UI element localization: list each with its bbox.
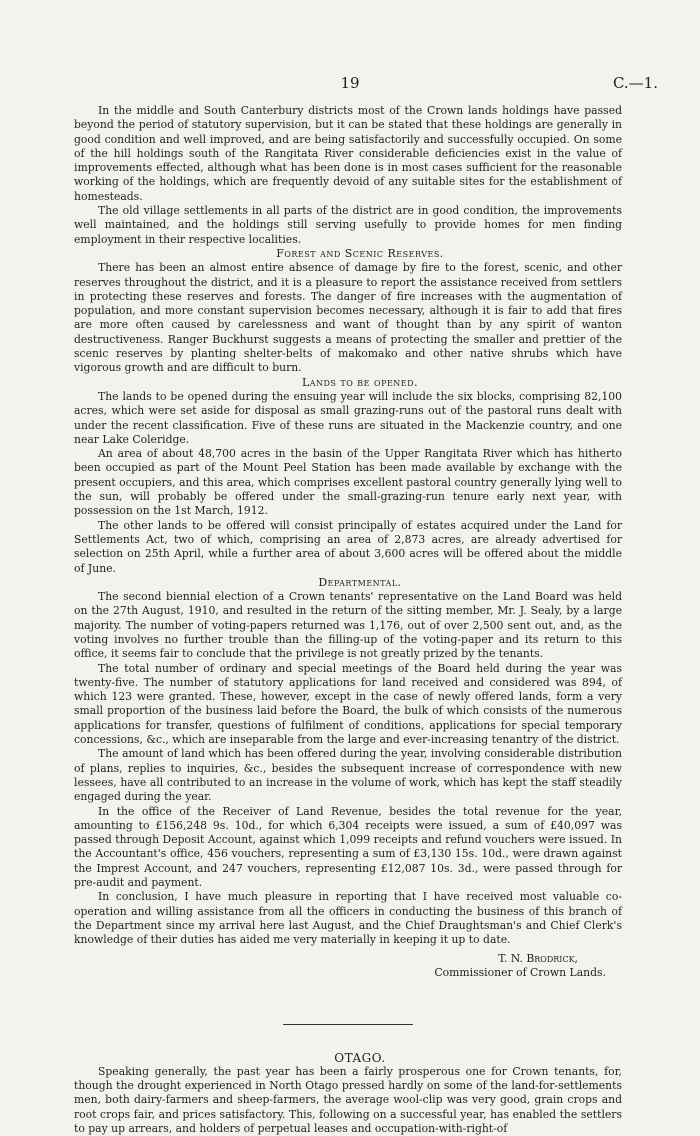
paragraph: Speaking generally, the past year has been a fairly prosperous one for Crown tenants, for, though the drought experienced in North Otago pressed hardly on some of the land-for-settlements men, both dairy-farmers and sheep-farmers, the average wool-clip was very good, grain crops and root crops fair, and prices satisfactory. This, following on a successful year, has enabled the settlers to pay up arrears, and holders of perpetual leases and occupation-with-right-of bbox=[74, 1064, 622, 1135]
paragraph: The lands to be opened during the ensuing year will include the six blocks, comprising 82,100 acres, which were set aside for disposal as small grazing-runs out of the pastoral runs dealt with under the recent classification. Five of these runs are situated in the Mackenzie country, and one near Lake Coleridge. bbox=[74, 389, 622, 446]
report-body bbox=[74, 104, 622, 1136]
paragraph: The amount of land which has been offered during the year, involving considerable distribution of plans, replies to inquiries, &c., besides the subsequent increase of correspondence with new lessees, have all contributed to an increase in the volume of work, which has kept the staff steadily engaged during the year. bbox=[74, 747, 622, 804]
page-number: 19 bbox=[340, 74, 360, 92]
paragraph: There has been an almost entire absence of damage by fire to the forest, scenic, and other reserves throughout the district, and it is a pleasure to report the assistance received from settlers in protecting these reserves and forests. The danger of fire increases with the augmentation of population, and more constant supervision becomes necessary, although it is fair to add that fires are more often caused by carelessness and want of thought than by any spirit of wanton destructiveness. Ranger Buckhurst suggests a means of protecting the smaller and prettier of the scenic reserves by planting shelter-belts of makomako and other native shrubs which have vigorous growth and are difficult to burn. bbox=[74, 261, 622, 375]
signature-block bbox=[74, 952, 622, 980]
paragraph: The second biennial election of a Crown tenants' representative on the Land Board was held on the 27th August, 1910, and resulted in the return of the sitting member, Mr. J. Sealy, by a large majority. The number of voting-papers returned was 1,176, out of over 2,500 sent out, and, as the voting involves no further trouble than the filling-up of the voting-paper and its return to this office, it seems fair to conclude that the privilege is not greatly prized by the tenants. bbox=[74, 590, 622, 661]
signature-name: T. N. Brodrick, bbox=[498, 951, 578, 965]
section-divider bbox=[283, 1024, 413, 1025]
section-heading-departmental: Departmental. bbox=[318, 575, 402, 589]
paragraph: In conclusion, I have much pleasure in reporting that I have received most valuable co-operation and willing assistance from all the officers in conducting the business of this branch of the Department since my arrival here last August, and the Chief Draughtsman's and Chief Clerk's knowledge of their duties has aided me very materially in keeping it up to date. bbox=[74, 890, 622, 947]
paragraph: The other lands to be offered will consist principally of estates acquired under the Land for Settlements Act, two of which, comprising an area of 2,873 acres, are already advertised for selection on 25th April, while a further area of about 3,600 acres will be offered about the middle of June. bbox=[74, 518, 622, 575]
section-heading-lands: Lands to be opened. bbox=[301, 375, 419, 389]
document-reference: C.—1. bbox=[612, 74, 658, 92]
paragraph: The old village settlements in all parts of the district are in good condition, the improvements well maintained, and the holdings still serving usefully to provide homes for men finding employment in their respective localities. bbox=[74, 204, 622, 246]
signature-title: Commissioner of Crown Lands. bbox=[434, 965, 606, 979]
paragraph: The total number of ordinary and special meetings of the Board held during the year was twenty-five. The number of statutory applications for land received and considered was 894, of which 123 were granted. These, however, except in the case of newly offered lands, form a very small proportion of the business laid before the Board, the bulk of which consists of the numerous applications for transfer, questions of fulfilment of conditions, applications for special temporary concessions, &c., which are inseparable from the large and ever-increasing tenantry of the district. bbox=[74, 661, 622, 747]
page-header bbox=[0, 74, 700, 96]
section-heading-forest: Forest and Scenic Reserves. bbox=[276, 246, 444, 260]
paragraph: In the middle and South Canterbury districts most of the Crown lands holdings have passed beyond the period of statutory supervision, but it can be stated that these holdings are generally in good condition and well improved, and are being satisfactorily and successfully occupied. On some of the hill holdings south of the Rangitata River considerable deficiencies exist in the value of improvements effected, although what has been done is in most cases sufficient for the reasonable working of the holdings, which are frequently devoid of any suitable sites for the establishment of homesteads. bbox=[74, 104, 622, 203]
section-heading-otago: OTAGO. bbox=[334, 1050, 386, 1065]
paragraph: In the office of the Receiver of Land Revenue, besides the total revenue for the year, amounting to £156,248 9s. 10d., for which 6,304 receipts were issued, a sum of £40,097 was passed through Deposit Account, against which 1,099 receipts and refund vouchers were issued. In the Accountant's office, 456 vouchers, representing a sum of £3,130 15s. 10d., were drawn against the Imprest Account, and 247 vouchers, representing £12,087 10s. 3d., were passed through for pre-audit and payment. bbox=[74, 804, 622, 890]
paragraph: An area of about 48,700 acres in the basin of the Upper Rangitata River which has hitherto been occupied as part of the Mount Peel Station has been made available by exchange with the present occupiers, and this area, which comprises excellent pastoral country generally lying well to the sun, will probably be offered under the small-grazing-run tenure early next year, with possession on the 1st March, 1912. bbox=[74, 447, 622, 518]
